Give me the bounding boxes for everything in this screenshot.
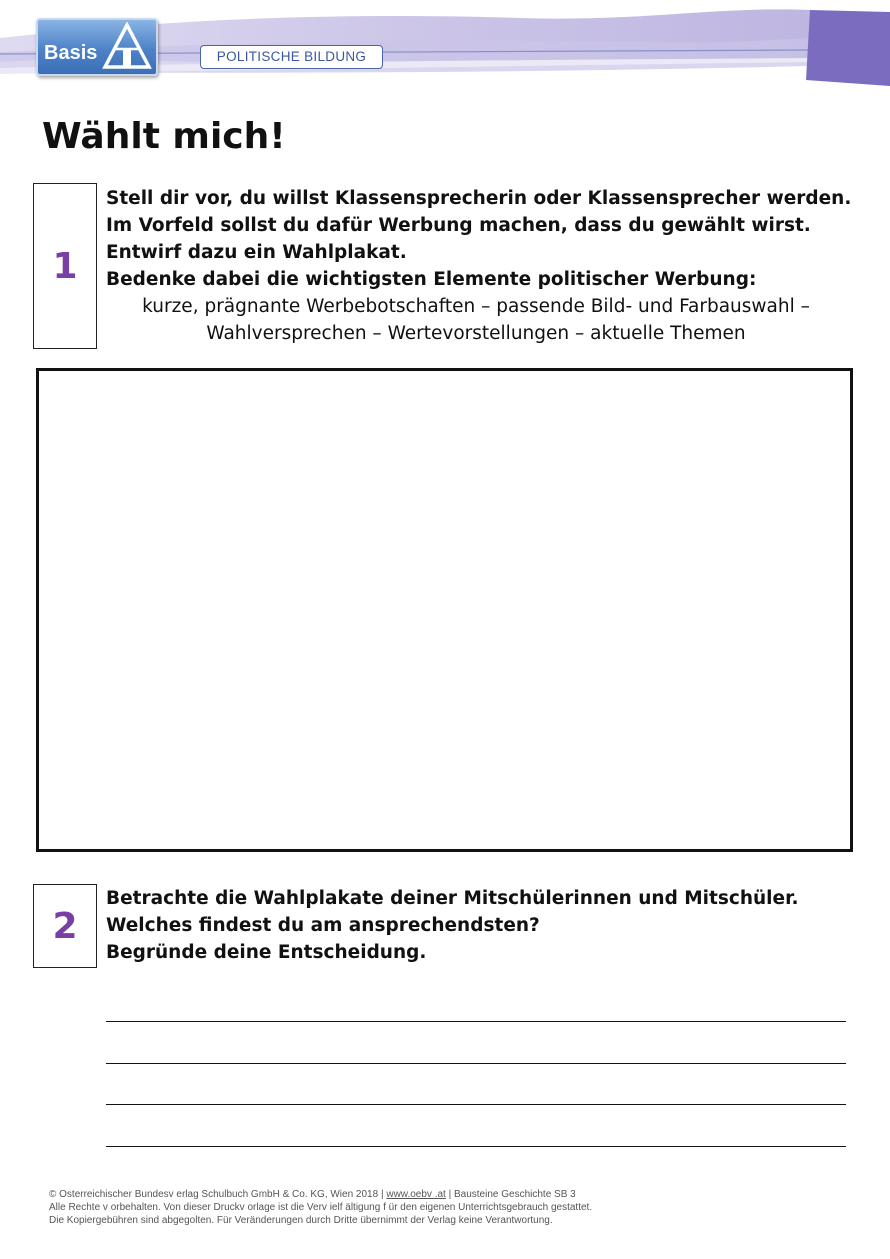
task-1-line: Im Vorfeld sollst du dafür Werbung machen, dass du gewählt wirst. xyxy=(106,215,811,236)
poster-drawing-area[interactable] xyxy=(36,368,853,852)
task-1-line: Bedenke dabei die wichtigsten Elemente politischer Werbung: xyxy=(106,269,757,290)
page-header xyxy=(0,0,890,95)
copyright-footer xyxy=(49,1188,592,1227)
basis-logo xyxy=(36,18,158,76)
page-title: Wählt mich! xyxy=(42,116,286,157)
answer-line[interactable] xyxy=(106,1063,846,1064)
answer-line[interactable] xyxy=(106,1146,846,1147)
subject-label: POLITISCHE BILDUNG xyxy=(200,45,383,69)
task-1-line: Entwirf dazu ein Wahlplakat. xyxy=(106,242,407,263)
task-2-instructions xyxy=(106,885,799,966)
task-1-elements-line: kurze, prägnante Werbebotschaften – passende Bild- und Farbauswahl – xyxy=(142,296,810,317)
footer-line-1 xyxy=(49,1188,592,1201)
task-2-line: Begründe deine Entscheidung. xyxy=(106,942,427,963)
answer-line[interactable] xyxy=(106,1021,846,1022)
publisher-link[interactable]: www.oebv .at xyxy=(386,1189,446,1200)
task-number-1: 1 xyxy=(33,183,97,349)
logo-text: Basis xyxy=(44,42,98,64)
task-1-elements-line: Wahlversprechen – Wertevorstellungen – aktuelle Themen xyxy=(206,323,746,344)
task-2-line: Betrachte die Wahlplakate deiner Mitschülerinnen und Mitschüler. xyxy=(106,888,799,909)
task-1-instructions xyxy=(106,185,851,347)
task-2-line: Welches findest du am ansprechendsten? xyxy=(106,915,540,936)
task-number-2: 2 xyxy=(33,884,97,968)
footer-line-2: Alle Rechte v orbehalten. Von dieser Druckv orlage ist die Verv ielf ältigung f ür den eigenen Unterrichtsgebrauch gestattet. xyxy=(49,1202,593,1213)
footer-series: | Bausteine Geschichte SB 3 xyxy=(445,1189,576,1200)
pyramid-triangle-icon xyxy=(102,22,152,70)
footer-publisher: © Osterreichischer Bundesv erlag Schulbuch GmbH & Co. KG, Wien 2018 | xyxy=(49,1189,387,1200)
task-1-line: Stell dir vor, du willst Klassensprecherin oder Klassensprecher werden. xyxy=(106,188,852,209)
footer-line-3: Die Kopiergebühren sind abgegolten. Für Veränderungen durch Dritte übernimmt der Verlag keine Verantwortung. xyxy=(49,1215,553,1226)
answer-line[interactable] xyxy=(106,1104,846,1105)
